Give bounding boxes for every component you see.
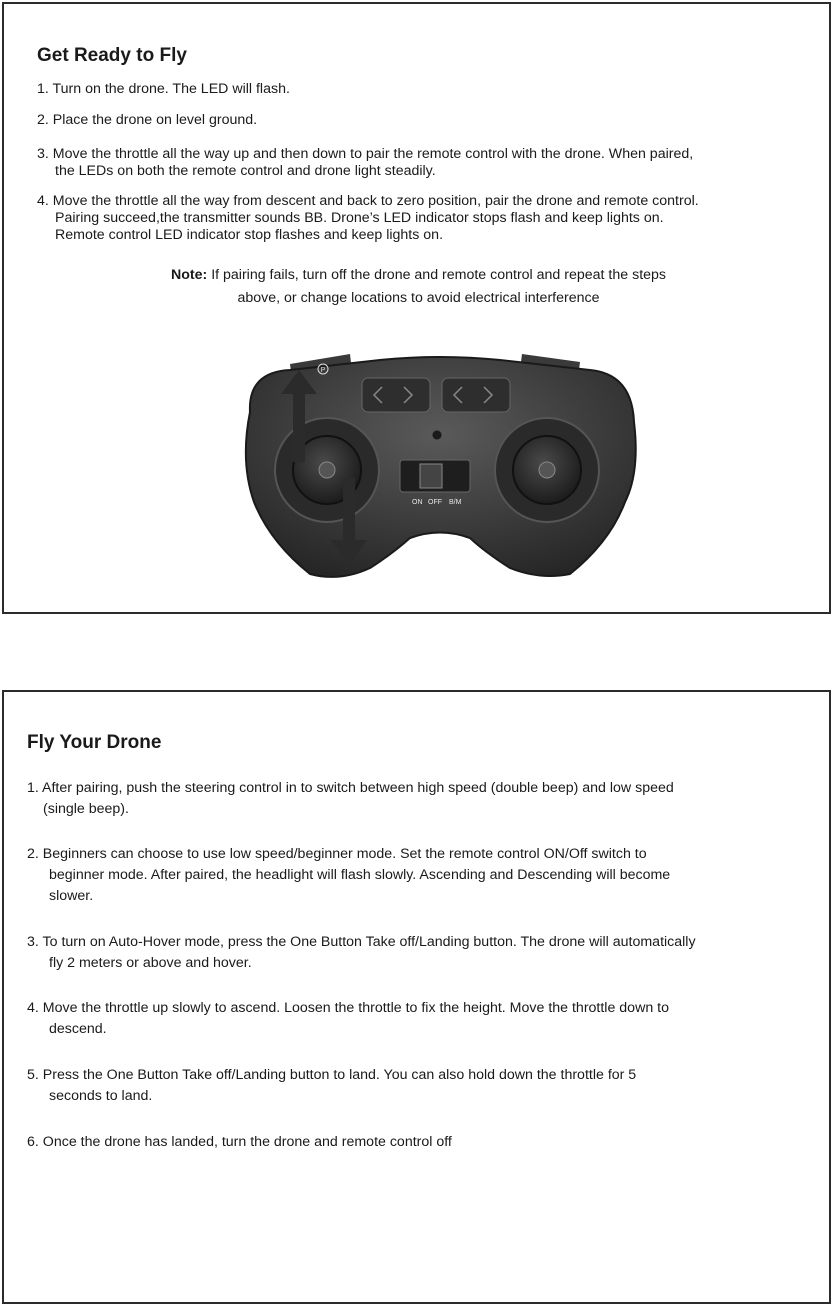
step-3 [37,146,693,180]
step-number: 4. [27,1000,39,1016]
step-6 [27,1132,452,1153]
power-glyph: P [320,367,326,374]
step-text: After pairing, push the steering control in to switch between high speed (double beep) and low speed [42,780,674,796]
step-text: Once the drone has landed, turn the drone and remote control off [42,1134,452,1150]
step-2 [37,112,257,129]
step-text: Move the throttle up slowly to ascend. Loosen the throttle to fix the height. Move the throttle down to [42,1000,669,1016]
trim-left-button [362,378,430,412]
step-number: 5. [27,1067,39,1083]
step-4 [37,193,699,244]
remote-control-image [230,342,650,582]
step-number: 1. [37,81,49,97]
step-number: 2. [27,846,39,862]
step-text: Turn on the drone. The LED will flash. [52,81,290,97]
step-number: 4. [37,193,49,209]
note-text: above, or change locations to avoid electrical interference [237,290,600,306]
switch-label-bm: B/M [449,499,462,506]
step-4 [27,998,669,1040]
step-text: Remote control LED indicator stop flashes and keep lights on. [55,227,444,243]
note-label: Note: [170,267,208,283]
step-number: 6. [27,1134,39,1150]
step-text: slower. [49,888,94,904]
step-text: Move the throttle all the way up and then down to pair the remote control with the drone. When paired, [52,146,694,162]
trim-right-button [442,378,510,412]
step-text: the LEDs on both the remote control and drone light steadily. [55,163,436,179]
step-text: Beginners can choose to use low speed/beginner mode. Set the remote control ON/Off switch to [42,846,647,862]
fly-drone-panel [2,690,831,1304]
step-5 [27,1065,636,1107]
section-title: Get Ready to Fly [37,45,187,66]
step-1 [27,778,674,820]
section-title: Fly Your Drone [27,732,162,753]
step-text: Pairing succeed,the transmitter sounds BB. Drone’s LED indicator stops flash and keep lights on. [55,210,664,226]
note [4,264,832,310]
led-indicator [432,430,442,440]
step-number: 3. [27,934,39,950]
step-text: Move the throttle all the way from descent and back to zero position, pair the drone and remote control. [52,193,699,209]
step-2 [27,844,670,907]
step-text: (single beep). [43,801,129,817]
note-text: If pairing fails, turn off the drone and remote control and repeat the steps [211,267,667,283]
step-text: Press the One Button Take off/Landing button to land. You can also hold down the throttle for 5 [42,1067,637,1083]
switch-label-off: OFF [428,499,442,506]
switch-label-on: ON [412,499,423,506]
step-text: descend. [49,1021,107,1037]
step-text: Place the drone on level ground. [52,112,258,128]
step-number: 3. [37,146,49,162]
step-text: fly 2 meters or above and hover. [49,955,252,971]
step-3 [27,932,696,974]
step-text: seconds to land. [49,1088,153,1104]
step-1 [37,81,290,98]
step-text: To turn on Auto-Hover mode, press the One Button Take off/Landing button. The drone will automatically [42,934,696,950]
step-text: beginner mode. After paired, the headlight will flash slowly. Ascending and Descending will become [49,867,671,883]
step-number: 1. [27,780,39,796]
step-number: 2. [37,112,49,128]
